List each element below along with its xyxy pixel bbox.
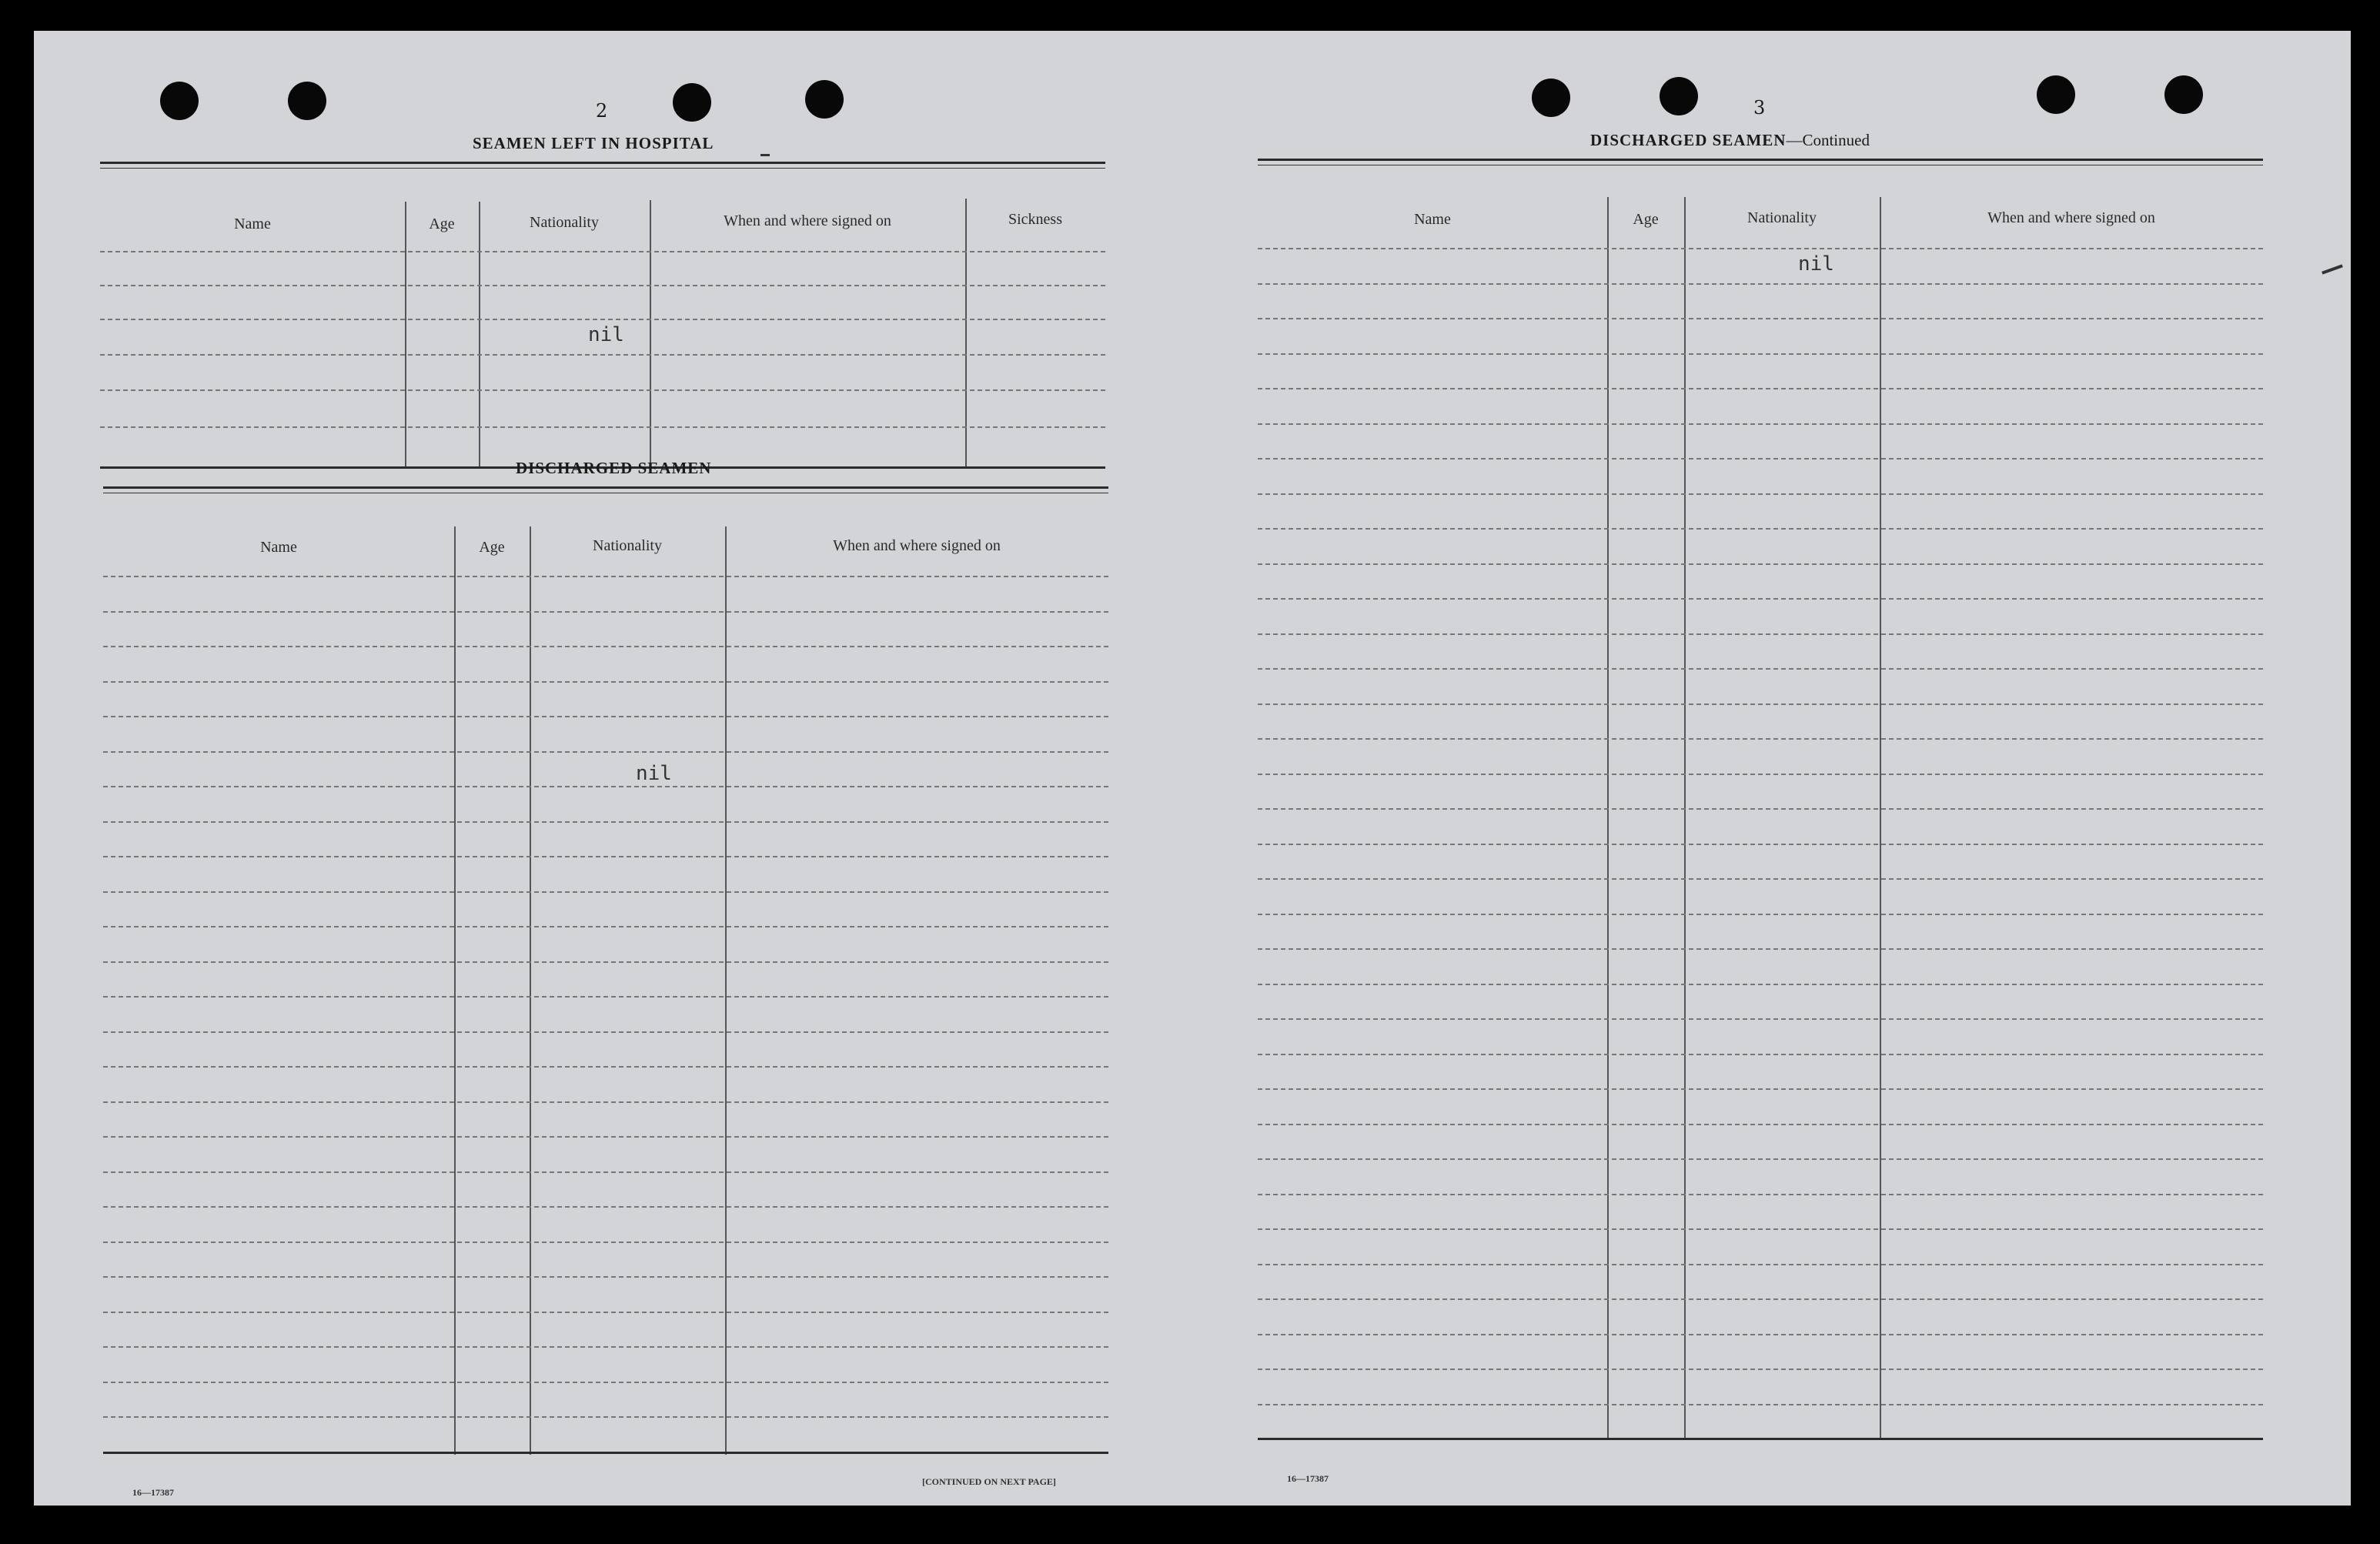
ruled-line bbox=[1258, 808, 2263, 810]
column-header-nationality: Nationality bbox=[1747, 209, 1817, 226]
ruled-line bbox=[1258, 598, 2263, 600]
ruled-line bbox=[1258, 774, 2263, 775]
page-number: 3 bbox=[1753, 97, 1766, 119]
column-header-name: Name bbox=[234, 216, 271, 232]
ink-mark bbox=[2322, 264, 2343, 274]
column-header-name: Name bbox=[1414, 211, 1451, 228]
ruled-line bbox=[1258, 1088, 2263, 1090]
ruled-line bbox=[1258, 1298, 2263, 1300]
ruled-line bbox=[1258, 1054, 2263, 1055]
column-header-sickness: Sickness bbox=[1008, 211, 1062, 228]
ruled-line bbox=[1258, 283, 2263, 285]
discharged-nationality-entry: nil bbox=[636, 762, 672, 785]
ruled-line bbox=[1258, 388, 2263, 389]
column-header-when-where: When and where signed on bbox=[1987, 209, 2155, 226]
ruled-line bbox=[1258, 423, 2263, 425]
ruled-line bbox=[1258, 703, 2263, 705]
ruled-line bbox=[1258, 984, 2263, 985]
ruled-line bbox=[1258, 1194, 2263, 1195]
column-header-nationality: Nationality bbox=[530, 214, 599, 231]
ledger-sheet bbox=[34, 31, 2351, 1506]
section-title-suffix: —Continued bbox=[1786, 131, 1870, 149]
discharged-continued-table bbox=[1258, 159, 2263, 1444]
ruled-line bbox=[1258, 844, 2263, 845]
ruled-line bbox=[1258, 668, 2263, 670]
column-header-when-where: When and where signed on bbox=[724, 212, 891, 229]
ruled-line bbox=[1258, 493, 2263, 495]
ruled-line bbox=[1258, 1334, 2263, 1335]
ruled-line bbox=[1258, 318, 2263, 319]
ruled-line bbox=[1258, 948, 2263, 950]
form-number: 16—17387 bbox=[1287, 1473, 1329, 1484]
ruled-line bbox=[1258, 353, 2263, 355]
column-header-age: Age bbox=[479, 539, 505, 556]
discharged-section-title: DISCHARGED SEAMEN bbox=[516, 459, 712, 477]
ruled-line bbox=[1258, 1124, 2263, 1125]
ruled-line bbox=[1258, 1228, 2263, 1230]
section-title-text: DISCHARGED SEAMEN bbox=[1590, 131, 1787, 149]
column-header-nationality: Nationality bbox=[593, 537, 662, 554]
right-page bbox=[34, 31, 2351, 1506]
ruled-line bbox=[1258, 458, 2263, 460]
hospital-nationality-entry: nil bbox=[588, 323, 624, 346]
column-header-when-where: When and where signed on bbox=[833, 537, 1001, 554]
ruled-line bbox=[1258, 1369, 2263, 1370]
ruled-line bbox=[1258, 248, 2263, 249]
column-header-age: Age bbox=[429, 216, 455, 232]
ruled-line bbox=[1258, 633, 2263, 635]
form-number: 16—17387 bbox=[132, 1487, 174, 1498]
ruled-line bbox=[1258, 878, 2263, 880]
column-header-name: Name bbox=[260, 539, 297, 556]
ruled-line bbox=[1258, 1158, 2263, 1160]
ruled-line bbox=[1258, 738, 2263, 740]
ruled-line bbox=[1258, 1264, 2263, 1265]
continued-nationality-entry: nil bbox=[1798, 252, 1834, 276]
column-header-age: Age bbox=[1633, 211, 1659, 228]
page-number: 2 bbox=[596, 100, 608, 122]
hospital-section-title: SEAMEN LEFT IN HOSPITAL bbox=[473, 134, 714, 152]
continued-note: [CONTINUED ON NEXT PAGE] bbox=[922, 1476, 1056, 1487]
discharged-continued-title bbox=[1590, 131, 1870, 150]
ruled-line bbox=[1258, 528, 2263, 530]
ruled-line bbox=[1258, 1018, 2263, 1020]
ruled-line bbox=[1258, 914, 2263, 915]
ruled-line bbox=[1258, 563, 2263, 565]
ruled-line bbox=[1258, 1404, 2263, 1405]
